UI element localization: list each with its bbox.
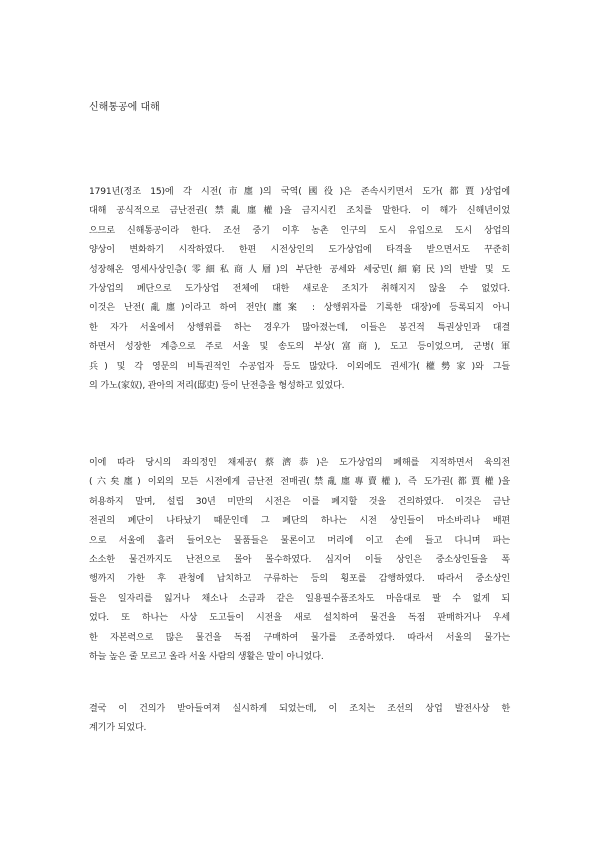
paragraph-line: 들은 일자리를 잃거나 채소나 소금과 같은 일용필수품조차도 마음대로 팔 수 없게 되 [89, 593, 510, 604]
paragraph-line: 결국 이 건의가 받아들여져 실시하게 되었는데, 이 조치는 조선의 상업 발전사상 한 [89, 704, 510, 714]
paragraph-line: 으로 서울에 흘러 들어오는 물품들은 물론이고 머리에 이고 손에 들고 다니며 파는 [89, 535, 510, 546]
paragraph-line: 양상이 변화하기 시작하였다. 한편 시전상인의 도가상업에 타격을 받으면서도 꾸준히 [89, 245, 510, 256]
paragraph-2 [89, 454, 510, 667]
paragraph-line: 가상업의 폐단으로 도가상업 전체에 대한 새로운 조치가 취해지지 않을 수 없었다. [89, 283, 510, 294]
paragraph-line: 계기가 되었다. [89, 723, 147, 734]
paragraph-line: 한 자가 서울에서 상행위를 하는 경우가 많아졌는데, 이들은 봉건적 특권상인과 대결 [89, 322, 510, 333]
paragraph-line: 전권의 폐단이 나타났기 때문인데 그 폐단의 하나는 시전 상인들이 마소바리나 배편 [89, 516, 510, 527]
paragraph-line: 행까지 가한 후 관청에 납치하고 구류하는 등의 횡포를 감행하였다. 따라서 중소상인 [89, 574, 510, 585]
paragraph-line: 이에 따라 당시의 좌의정인 채제공(蔡濟恭)은 도가상업의 폐해를 지적하면서 육의전 [89, 458, 510, 468]
paragraph-line: 兵) 및 각 영문의 비특권적인 수공업자 등도 많았다. 이외에도 권세가(權勢家)와 그들 [89, 361, 510, 372]
paragraph-line: 대해 공식적으로 금난전권(禁亂廛權)을 금지시킨 조치를 말한다. 이 해가 신해년이었 [89, 206, 510, 217]
paragraph-line: 이것은 난전(亂廛)이라고 하여 전안(廛案 : 상행위자를 기록한 대장)에 등록되지 아니 [89, 303, 510, 314]
paragraph-1 [89, 183, 510, 396]
paragraph-line: 으므로 신해통공이라 한다. 조선 중기 이후 농촌 인구의 도시 유입으로 도시 상업의 [89, 225, 510, 236]
paragraph-line: 1791년(정조 15)에 각 시전(市廛)의 국역(國役)은 존속시키면서 도가(都賈)상업에 [89, 187, 510, 197]
paragraph-line: 소소한 물건까지도 난전으로 몰아 몰수하였다. 심지어 이들 상인은 중소상인들을 폭 [89, 554, 510, 565]
paragraph-line: 의 가노(家奴), 관아의 저리(邸吏) 등이 난전층을 형성하고 있었다. [89, 380, 345, 391]
paragraph-line: (六矣廛) 이외의 모든 시전에게 금난전 전매권(禁亂廛專賣權), 즉 도가권(都賈權)을 [89, 477, 510, 488]
paragraph-line: 하면서 성장한 계층으로 주로 서울 및 송도의 부상(富商), 도고 등이었으며, 군병(軍 [89, 342, 510, 353]
paragraph-line: 하늘 높은 줄 모르고 올라 서울 사람의 생활은 말이 아니었다. [89, 651, 324, 662]
paragraph-line: 성장해온 영세사상인층(零細私商人層)의 부단한 공세와 세궁민(細窮民)의 반발 및 도 [89, 264, 510, 275]
paragraph-line: 었다. 또 하나는 사상 도고들이 시전을 새로 설치하여 물건을 독점 판매하거나 우세 [89, 613, 510, 624]
paragraph-line: 한 자본력으로 많은 물건을 독점 구매하여 물가를 조종하였다. 따라서 서울의 물가는 [89, 632, 510, 643]
paragraph-line: 허용하지 말며, 설립 30년 미만의 시전은 이를 폐지할 것을 건의하였다. 이것은 금난 [89, 496, 510, 507]
paragraph-3 [89, 700, 510, 739]
document-title: 신해통공에 대해 [89, 102, 160, 113]
